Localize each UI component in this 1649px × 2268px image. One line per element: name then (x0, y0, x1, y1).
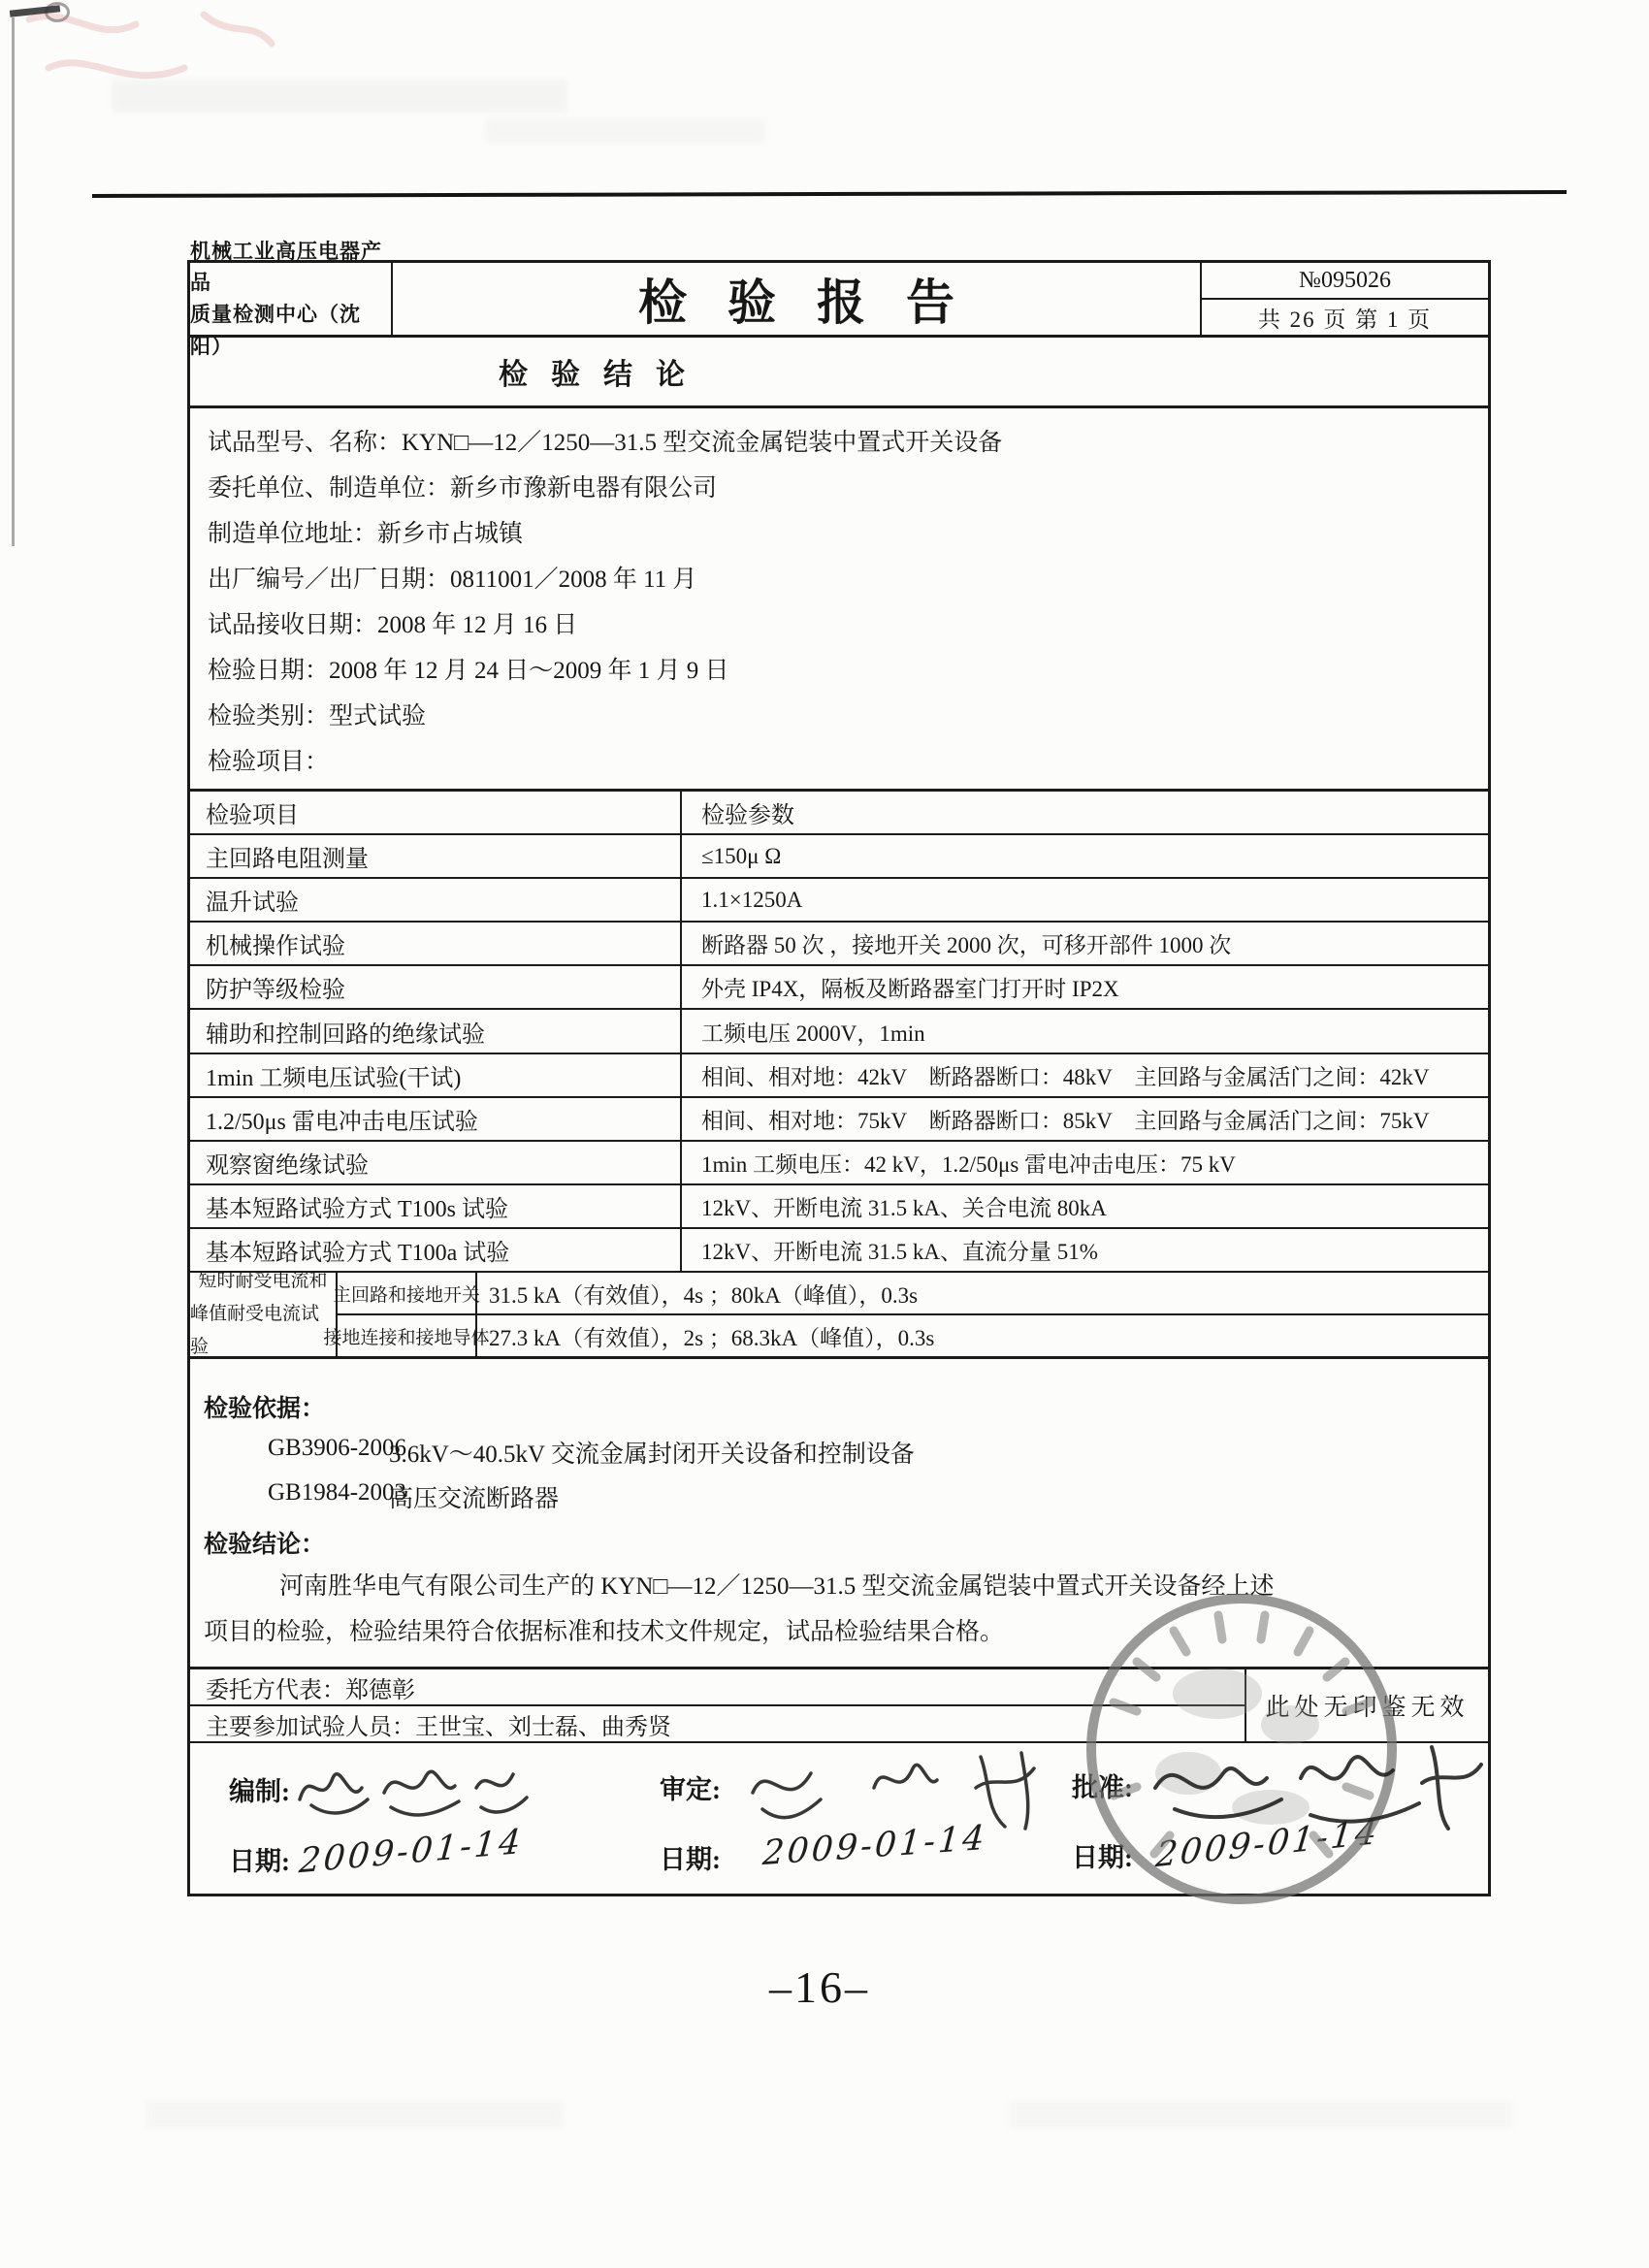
test-param: 12kV、开断电流 31.5 kA、直流分量 51% (701, 1239, 1098, 1264)
test-item: 1min 工频电压试验(干试) (190, 1054, 682, 1096)
table-row (190, 1096, 1488, 1140)
bleed-through-artifact (485, 118, 766, 144)
table-row (190, 921, 1488, 964)
conclusion-text-line1: 河南胜华电气有限公司生产的 KYN□—12／1250—31.5 型交流金属铠装中置式开关设备经上述 (279, 1573, 1275, 1600)
group-label-line1: 短时耐受电流和 (198, 1270, 328, 1291)
test-item: 接地连接和接地导体 (338, 1315, 477, 1356)
test-param: 1min 工频电压：42 kV，1.2/50μs 雷电冲击电压：75 kV (701, 1151, 1236, 1177)
column-header-param: 检验参数 (701, 803, 794, 829)
top-rule-line (92, 190, 1567, 198)
test-param: 外壳 IP4X，隔板及断路器室门打开时 IP2X (701, 977, 1119, 1002)
test-param: 31.5 kA（有效值），4s ；80kA（峰值），0.3s (489, 1282, 919, 1308)
report-number: №095026 (1202, 263, 1488, 300)
conclusion-text-line2: 项目的检验，检验结果符合依据标准和技术文件规定，试品检验结果合格。 (204, 1619, 1005, 1645)
faint-red-marks (10, 0, 281, 136)
client-representative-row: 委托方代表：郑德彰 (190, 1669, 1245, 1706)
test-param: 相间、相对地：75kV 断路器断口：85kV 主回路与金属活门之间：75kV (701, 1108, 1430, 1133)
table-row (333, 1273, 1488, 1313)
standard-name: 高压交流断路器 (389, 1486, 560, 1512)
table-row (190, 1183, 1488, 1227)
standard-code: GB1984-2003 (268, 1479, 407, 1506)
group-label-cell (190, 1270, 338, 1358)
table-row (190, 833, 1488, 877)
test-items-table (190, 792, 1488, 1359)
info-line: 检验类别：型式试验 (208, 703, 427, 729)
date-label: 日期: (1072, 1843, 1133, 1872)
prepared-by-label: 编制: (229, 1777, 290, 1806)
test-item: 防护等级检验 (190, 966, 682, 1008)
table-header-row (190, 792, 1488, 833)
table-row (190, 964, 1488, 1008)
table-row (190, 1053, 1488, 1096)
approved-date-handwritten: 2009-01-14 (1153, 1812, 1382, 1876)
test-param: 12kV、开断电流 31.5 kA、关合电流 80kA (701, 1195, 1107, 1220)
test-item: 观察窗绝缘试验 (190, 1142, 682, 1183)
test-param: 断路器 50 次 ，接地开关 2000 次，可移开部件 1000 次 (701, 933, 1232, 958)
reviewed-by-signature (728, 1739, 1058, 1836)
test-param: 相间、相对地：42kV 断路器断口：48kV 主回路与金属活门之间：42kV (701, 1064, 1430, 1089)
report-title: 检验报告 (638, 275, 995, 330)
test-item: 1.2/50μs 雷电冲击电压试验 (190, 1098, 682, 1140)
participants-row: 主要参加试验人员：王世宝、刘士磊、曲秀贤 (206, 1714, 671, 1740)
standard-name: 3.6kV～40.5kV 交流金属封闭开关设备和控制设备 (389, 1442, 915, 1468)
withstand-current-group (190, 1271, 1488, 1356)
test-item: 主回路和接地开关 (338, 1273, 477, 1313)
test-param: 1.1×1250A (701, 887, 803, 912)
column-header-item: 检验项目 (190, 792, 682, 833)
specimen-info-block (190, 408, 1488, 792)
reviewed-date-handwritten: 2009-01-14 (760, 1818, 988, 1874)
page-number: –16– (769, 1962, 870, 2012)
info-line: 检验项目： (208, 749, 330, 775)
test-param: 27.3 kA（有效值），2s ；68.3kA（峰值），0.3s (489, 1325, 935, 1350)
report-header-row (190, 239, 1488, 358)
test-param: ≤150μ Ω (701, 843, 782, 868)
basis-heading: 检验依据： (204, 1396, 326, 1422)
table-row (190, 1227, 1488, 1271)
org-name-line1: 机械工业高压电器产品 (190, 239, 382, 295)
section-title: 检验结论 (499, 359, 708, 391)
conclusion-heading: 检验结论： (204, 1532, 326, 1558)
info-line: 委托单位、制造单位：新乡市豫新电器有限公司 (208, 475, 718, 502)
table-row (190, 877, 1488, 921)
info-line: 检验日期：2008 年 12 月 24 日～2009 年 1 月 9 日 (208, 658, 729, 684)
info-line: 制造单位地址：新乡市占城镇 (208, 521, 524, 547)
no-seal-invalid-notice: 此处无印鉴无效 (1265, 1695, 1470, 1721)
test-item: 基本短路试验方式 T100s 试验 (190, 1185, 682, 1227)
issuing-org-cell (190, 239, 393, 358)
report-number-cell (1200, 263, 1488, 335)
info-line: 试品接收日期：2008 年 12 月 16 日 (208, 612, 578, 638)
bleed-through-artifact (146, 2100, 563, 2129)
test-param: 工频电压 2000V，1min (701, 1021, 925, 1046)
date-label: 日期: (660, 1845, 721, 1874)
test-item: 温升试验 (190, 879, 682, 921)
prepared-by-signature (282, 1749, 544, 1831)
page-count-info: 共 26 页 第 1 页 (1257, 307, 1433, 332)
approved-by-label: 批准: (1072, 1773, 1133, 1802)
group-label-line2: 峰值耐受电流试验 (190, 1303, 320, 1358)
table-row (323, 1313, 1488, 1356)
test-item: 基本短路试验方式 T100a 试验 (190, 1229, 682, 1271)
org-name-line2: 质量检测中心（沈阳） (190, 303, 361, 358)
test-item: 辅助和控制回路的绝缘试验 (190, 1010, 682, 1052)
table-row (190, 1008, 1488, 1052)
standard-code: GB3906-2006 (268, 1435, 407, 1461)
test-item: 机械操作试验 (190, 923, 682, 964)
test-item: 主回路电阻测量 (190, 835, 682, 877)
info-line: 试品型号、名称：KYN□—12／1250—31.5 型交流金属铠装中置式开关设备 (208, 430, 1003, 456)
info-line: 出厂编号／出厂日期：0811001／2008 年 11 月 (208, 567, 697, 593)
reviewed-by-label: 审定: (660, 1775, 721, 1804)
approved-by-signature (1136, 1720, 1490, 1841)
date-label: 日期: (229, 1847, 290, 1876)
bleed-through-artifact (1009, 2100, 1513, 2129)
table-row (190, 1140, 1488, 1183)
prepared-date-handwritten: 2009-01-14 (297, 1822, 526, 1882)
